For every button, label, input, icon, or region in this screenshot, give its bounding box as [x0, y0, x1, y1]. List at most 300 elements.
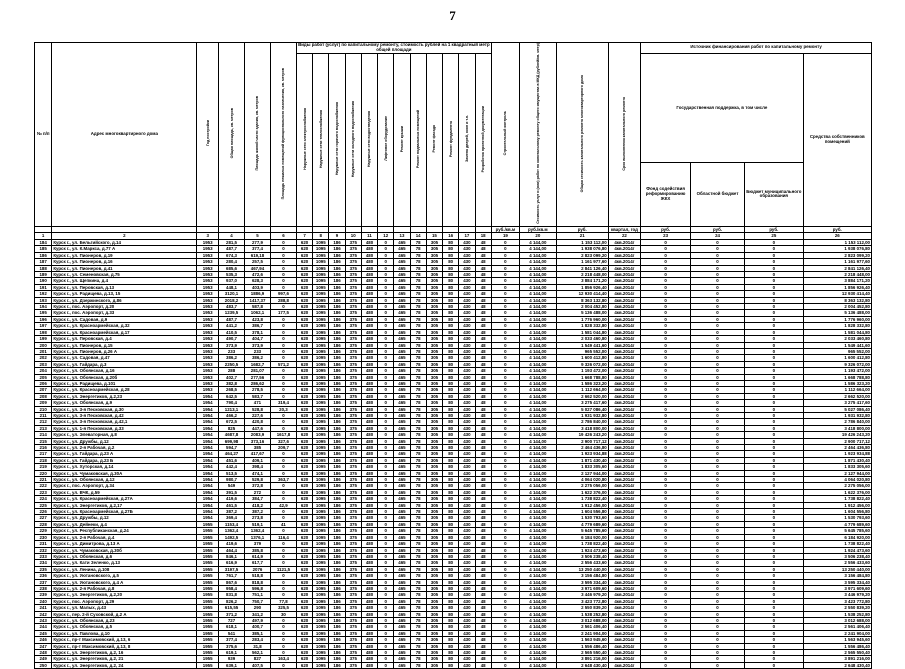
table-cell: 0: [491, 656, 519, 662]
table-cell: Курск г., ул. Обоянская, д.23: [52, 617, 197, 623]
table-cell: 385: [244, 445, 270, 451]
column-number: 26: [803, 233, 871, 240]
table-cell: 750,7: [244, 598, 270, 604]
table-cell: 305: [426, 265, 442, 271]
table-cell: 0: [270, 553, 296, 559]
table-cell: 620: [296, 310, 312, 316]
table-cell: Курск г., ул. Перовская, д.13: [52, 284, 197, 290]
table-cell: 1954: [197, 425, 219, 431]
unit-control: руб./кв.м: [491, 226, 519, 232]
table-cell: Курск г., ул. Пионеров, д.26 А: [52, 348, 197, 354]
table-cell: Курск г., ул. Гайдара, д.23 Б: [52, 457, 197, 463]
table-cell: 0: [378, 470, 394, 476]
table-cell: 1095: [313, 502, 329, 508]
table-cell: 0: [690, 624, 744, 630]
table-cell: 1095: [313, 425, 329, 431]
table-cell: 480: [361, 457, 377, 463]
table-cell: 48: [475, 489, 491, 495]
table-cell: 465: [394, 592, 410, 598]
table-cell: 419,6: [219, 541, 245, 547]
table-cell: 1 563 945,60: [803, 637, 871, 643]
table-cell: 4 144,00: [519, 457, 556, 463]
table-cell: 48: [475, 412, 491, 418]
table-cell: 48: [475, 419, 491, 425]
table-cell: 4кв.2014г: [608, 579, 640, 585]
table-cell: 2076: [244, 566, 270, 572]
table-cell: 4кв.2014г: [608, 400, 640, 406]
table-cell: 375: [345, 304, 361, 310]
table-cell: 587,8: [244, 304, 270, 310]
table-cell: 465: [394, 329, 410, 335]
table-cell: 620: [296, 515, 312, 521]
table-cell: 48: [475, 432, 491, 438]
table-cell: 78: [410, 368, 426, 374]
table-cell: 0: [690, 387, 744, 393]
table-cell: 78: [410, 425, 426, 431]
table-cell: 1953: [197, 246, 219, 252]
table-cell: 0: [378, 284, 394, 290]
table-cell: 305: [426, 304, 442, 310]
table-cell: 1 153 112,00: [556, 240, 608, 246]
table-cell: 0: [641, 624, 691, 630]
table-cell: 480: [361, 630, 377, 636]
table-cell: 0: [491, 573, 519, 579]
table-cell: 373,9: [244, 342, 270, 348]
table-cell: 465: [394, 509, 410, 515]
table-cell: 1095: [313, 412, 329, 418]
table-cell: 13 250 440,00: [803, 566, 871, 572]
works-group-header: Виды работ (услуг) по капитальному ремонту, стоимость рублей на 1 квадратный метр общей площади: [298, 42, 490, 52]
table-cell: Курск г., ул. 1-я Песковская, д.33: [52, 425, 197, 431]
table-cell: 80: [443, 630, 459, 636]
table-cell: 305: [426, 348, 442, 354]
table-cell: 0: [690, 316, 744, 322]
table-cell: 0: [270, 483, 296, 489]
table-cell: 480: [361, 355, 377, 361]
table-cell: 1095: [313, 598, 329, 604]
table-cell: 1 556 486,40: [556, 643, 608, 649]
table-cell: 0: [491, 509, 519, 515]
table-cell: 1955: [197, 566, 219, 572]
table-cell: Курск г., ул. 2-я Рабочая, д.4: [52, 534, 197, 540]
table-cell: 80: [443, 605, 459, 611]
table-cell: 0: [491, 579, 519, 585]
table-cell: 2 241 904,00: [556, 630, 608, 636]
table-cell: 1095: [313, 342, 329, 348]
table-cell: 0: [270, 252, 296, 258]
table-cell: 236: [35, 573, 52, 579]
table-cell: 4кв.2014г: [608, 611, 640, 617]
table-cell: 0: [641, 419, 691, 425]
table-cell: 375: [345, 547, 361, 553]
table-cell: 465: [394, 515, 410, 521]
table-cell: 1 161 977,60: [556, 259, 608, 265]
table-cell: 0: [378, 457, 394, 463]
table-cell: 0: [745, 284, 803, 290]
table-cell: 243: [35, 617, 52, 623]
table-cell: 203: [35, 361, 52, 367]
table-cell: 198: [35, 329, 52, 335]
table-cell: 0: [690, 598, 744, 604]
table-cell: 620: [296, 374, 312, 380]
table-cell: 620: [296, 361, 312, 367]
table-cell: 305: [426, 323, 442, 329]
table-cell: 1 776 960,00: [803, 316, 871, 322]
table-cell: 186: [329, 528, 345, 534]
table-cell: 0: [641, 406, 691, 412]
table-cell: 0: [491, 329, 519, 335]
table-cell: 0: [270, 457, 296, 463]
table-cell: 78: [410, 643, 426, 649]
table-cell: 0: [491, 316, 519, 322]
table-cell: 0: [491, 348, 519, 354]
table-cell: 9 326 072,00: [556, 361, 608, 367]
table-cell: 937,0: [219, 278, 245, 284]
table-cell: 375: [345, 438, 361, 444]
table-cell: 305: [426, 637, 442, 643]
table-cell: 384,7: [244, 496, 270, 502]
table-cell: 78: [410, 521, 426, 527]
table-cell: 465: [394, 496, 410, 502]
table-cell: 305: [426, 387, 442, 393]
table-cell: 4 144,00: [519, 297, 556, 303]
table-cell: 0: [690, 477, 744, 483]
table-cell: 1 833 305,60: [803, 464, 871, 470]
table-cell: Курск г., ул. Перовская, д.4: [52, 336, 197, 342]
table-cell: 480: [361, 374, 377, 380]
table-cell: 1 871 430,40: [556, 457, 608, 463]
table-cell: 78: [410, 464, 426, 470]
table-cell: 465: [394, 598, 410, 604]
table-cell: 305: [426, 585, 442, 591]
table-cell: 2 648 430,40: [556, 662, 608, 668]
table-cell: 190: [35, 278, 52, 284]
table-cell: 430: [459, 643, 475, 649]
table-cell: 562,1: [244, 650, 270, 656]
table-cell: 430: [459, 252, 475, 258]
table-cell: 867,6: [219, 579, 245, 585]
table-cell: 375: [345, 496, 361, 502]
table-cell: 480: [361, 656, 377, 662]
table-cell: 186: [329, 387, 345, 393]
table-cell: 471: [244, 400, 270, 406]
table-cell: Курск г., ул. Семеновская, д.75: [52, 272, 197, 278]
table-cell: 1955: [197, 579, 219, 585]
table-cell: 4 144,00: [519, 240, 556, 246]
table-cell: 0: [745, 560, 803, 566]
table-cell: 2 464 436,80: [556, 445, 608, 451]
table-cell: 0: [378, 278, 394, 284]
table-cell: 620: [296, 304, 312, 310]
table-cell: 465: [394, 368, 410, 374]
table-cell: 0: [745, 252, 803, 258]
table-cell: 430: [459, 400, 475, 406]
table-cell: 305: [426, 579, 442, 585]
table-cell: 0: [641, 617, 691, 623]
table-cell: 1095: [313, 534, 329, 540]
table-cell: 430: [459, 368, 475, 374]
table-cell: 48: [475, 617, 491, 623]
table-cell: 2 786 840,00: [803, 419, 871, 425]
table-cell: 48: [475, 477, 491, 483]
table-cell: 620: [296, 445, 312, 451]
table-cell: 4 144,00: [519, 630, 556, 636]
table-cell: 48: [475, 534, 491, 540]
table-cell: 0: [641, 438, 691, 444]
table-cell: 0: [378, 406, 394, 412]
table-cell: 305: [426, 528, 442, 534]
table-cell: 373,9: [219, 342, 245, 348]
table-cell: 305: [426, 573, 442, 579]
table-cell: 0: [641, 265, 691, 271]
table-cell: 305: [426, 316, 442, 322]
table-cell: 48: [475, 278, 491, 284]
table-cell: 0: [491, 464, 519, 470]
table-cell: Курск г., ул. Дейнеки, д.4: [52, 521, 197, 527]
table-cell: 430: [459, 284, 475, 290]
table-cell: 78: [410, 393, 426, 399]
table-cell: 0: [745, 451, 803, 457]
table-cell: 48: [475, 297, 491, 303]
table-cell: 80: [443, 361, 459, 367]
table-cell: 465: [394, 464, 410, 470]
table-cell: 4 144,00: [519, 579, 556, 585]
column-number: 20: [519, 233, 556, 240]
table-cell: 1 112 664,00: [556, 387, 608, 393]
table-cell: 319,4: [270, 400, 296, 406]
table-cell: 177,5: [270, 310, 296, 316]
table-cell: 12 930 414,40: [803, 291, 871, 297]
table-cell: 80: [443, 566, 459, 572]
table-cell: 4 144,00: [519, 272, 556, 278]
table-cell: 375: [345, 342, 361, 348]
table-cell: 1095: [313, 419, 329, 425]
table-cell: 305: [426, 361, 442, 367]
table-cell: 231: [35, 541, 52, 547]
table-cell: 4 144,00: [519, 566, 556, 572]
table-cell: 465: [394, 252, 410, 258]
table-cell: 377,4: [219, 637, 245, 643]
table-cell: 2 275 056,00: [803, 483, 871, 489]
table-cell: 375: [345, 323, 361, 329]
table-cell: 465: [394, 630, 410, 636]
table-cell: 186: [329, 272, 345, 278]
table-cell: 4кв.2014г: [608, 451, 640, 457]
col-total-cost: Общая стоимость капитального ремонта многоквартирного дома: [556, 43, 608, 227]
table-cell: 0: [690, 304, 744, 310]
table-cell: 480: [361, 393, 377, 399]
table-cell: 0: [745, 573, 803, 579]
table-cell: 186: [329, 400, 345, 406]
table-cell: 78: [410, 470, 426, 476]
col-work-1: Наружные сети электроснабжения: [296, 53, 312, 226]
table-cell: 1095: [313, 278, 329, 284]
table-cell: 1 556 486,40: [803, 643, 871, 649]
table-cell: Курск г., ул. 2-я Рабочая, д.2: [52, 445, 197, 451]
table-cell: 541: [219, 630, 245, 636]
table-cell: 305: [426, 400, 442, 406]
col-work-10: Ремонт фундамента: [443, 53, 459, 226]
table-cell: 9 326 072,00: [803, 361, 871, 367]
table-cell: 4кв.2014г: [608, 598, 640, 604]
table-cell: 1095: [313, 457, 329, 463]
table-cell: 430: [459, 592, 475, 598]
table-cell: 0: [378, 560, 394, 566]
table-cell: 430: [459, 502, 475, 508]
table-cell: 1 668 788,80: [803, 374, 871, 380]
table-cell: 430: [459, 425, 475, 431]
table-cell: 0: [378, 297, 394, 303]
table-cell: 1095: [313, 361, 329, 367]
table-cell: 0: [641, 342, 691, 348]
table-cell: 1953: [197, 380, 219, 386]
table-cell: 620: [296, 573, 312, 579]
table-cell: 1095: [313, 637, 329, 643]
table-cell: 0: [270, 259, 296, 265]
table-cell: 375: [345, 329, 361, 335]
table-cell: 0: [491, 592, 519, 598]
table-cell: 4 144,00: [519, 438, 556, 444]
table-cell: 80: [443, 445, 459, 451]
table-cell: 410,5: [219, 329, 245, 335]
table-cell: 2 648 430,40: [803, 662, 871, 668]
table-cell: 186: [329, 278, 345, 284]
table-cell: 1492,5: [219, 534, 245, 540]
table-cell: 4 144,00: [519, 483, 556, 489]
table-cell: 1095: [313, 553, 329, 559]
table-cell: 1095: [313, 336, 329, 342]
table-cell: 2 127 944,00: [803, 470, 871, 476]
table-cell: 186: [329, 445, 345, 451]
table-cell: 997,6: [270, 291, 296, 297]
table-cell: 0: [270, 560, 296, 566]
table-cell: 1095: [313, 284, 329, 290]
table-cell: 0: [745, 336, 803, 342]
table-cell: 1095: [313, 406, 329, 412]
table-cell: 185: [35, 246, 52, 252]
table-cell: 1095: [313, 643, 329, 649]
table-cell: 80: [443, 477, 459, 483]
table-cell: 430: [459, 316, 475, 322]
table-cell: 535,3: [219, 272, 245, 278]
table-cell: 0: [690, 502, 744, 508]
table-cell: 80: [443, 656, 459, 662]
table-cell: 465: [394, 240, 410, 246]
table-cell: 0: [491, 547, 519, 553]
table-cell: 186: [329, 547, 345, 553]
table-cell: 78: [410, 272, 426, 278]
table-cell: 474,1: [244, 470, 270, 476]
table-cell: 257,5: [244, 259, 270, 265]
table-cell: 0: [491, 246, 519, 252]
table-cell: 0: [690, 611, 744, 617]
table-cell: Курск г., ул. Гайдара, д.3: [52, 361, 197, 367]
table-cell: 248: [35, 650, 52, 656]
table-cell: 0: [745, 470, 803, 476]
table-cell: 465: [394, 342, 410, 348]
table-cell: 447,6: [244, 425, 270, 431]
table-cell: 80: [443, 400, 459, 406]
table-cell: 1953: [197, 265, 219, 271]
col-work-9: Ремонт фасада: [426, 53, 442, 226]
table-cell: 1955: [197, 541, 219, 547]
table-cell: 0: [378, 656, 394, 662]
table-cell: 375: [345, 579, 361, 585]
table-cell: 78: [410, 489, 426, 495]
repair-register-table: [34, 42, 872, 669]
table-cell: 0: [491, 252, 519, 258]
table-cell: 0: [378, 246, 394, 252]
table-cell: Курск г., ул. Пионеров, д.16: [52, 259, 197, 265]
table-cell: 305: [426, 483, 442, 489]
table-cell: 0: [270, 592, 296, 598]
table-cell: Курск г., пос. Аэропорт, д.33: [52, 310, 197, 316]
table-cell: 305: [426, 553, 442, 559]
table-cell: 4кв.2014г: [608, 592, 640, 598]
table-cell: 465: [394, 246, 410, 252]
table-cell: 430: [459, 259, 475, 265]
table-cell: Курск г., ул. Пионеров, д.41: [52, 265, 197, 271]
table-cell: 1954: [197, 451, 219, 457]
table-cell: 375: [345, 336, 361, 342]
table-cell: 2 464 436,80: [803, 445, 871, 451]
table-cell: 194: [35, 304, 52, 310]
table-cell: 1953: [197, 348, 219, 354]
table-cell: 210: [35, 406, 52, 412]
table-cell: 1095: [313, 310, 329, 316]
table-cell: 375: [345, 477, 361, 483]
table-cell: 0: [641, 297, 691, 303]
unit-fund: руб.: [641, 226, 691, 232]
table-cell: 480: [361, 509, 377, 515]
table-cell: 80: [443, 291, 459, 297]
table-cell: 13 250 440,00: [556, 566, 608, 572]
table-cell: 3 446 979,20: [803, 592, 871, 598]
table-cell: 1095: [313, 387, 329, 393]
table-cell: 620: [296, 528, 312, 534]
table-cell: 1955: [197, 624, 219, 630]
table-cell: 620: [296, 278, 312, 284]
table-cell: 186: [329, 240, 345, 246]
table-cell: 77,8: [270, 598, 296, 604]
table-cell: 288,8: [270, 297, 296, 303]
table-cell: Курск г., ул. Ленина, д.108: [52, 566, 197, 572]
table-cell: 430: [459, 438, 475, 444]
table-cell: 480: [361, 316, 377, 322]
table-cell: 0: [270, 451, 296, 457]
table-cell: 375: [345, 380, 361, 386]
table-cell: 48: [475, 457, 491, 463]
table-cell: 4кв.2014г: [608, 259, 640, 265]
table-cell: 48: [475, 240, 491, 246]
table-cell: 272: [244, 489, 270, 495]
table-cell: 0: [745, 387, 803, 393]
table-cell: 186: [329, 534, 345, 540]
table-cell: 48: [475, 611, 491, 617]
table-cell: 1062,1: [244, 310, 270, 316]
table-cell: 465: [394, 579, 410, 585]
table-cell: 465: [394, 310, 410, 316]
table-cell: 620: [296, 348, 312, 354]
table-cell: 465: [394, 432, 410, 438]
table-cell: 78: [410, 496, 426, 502]
table-cell: Курск г., пос. Аэропорт, д.34: [52, 483, 197, 489]
table-cell: 0: [641, 643, 691, 649]
table-cell: 480: [361, 585, 377, 591]
table-cell: 487,7: [219, 246, 245, 252]
table-cell: 1955: [197, 573, 219, 579]
table-cell: 375: [345, 445, 361, 451]
